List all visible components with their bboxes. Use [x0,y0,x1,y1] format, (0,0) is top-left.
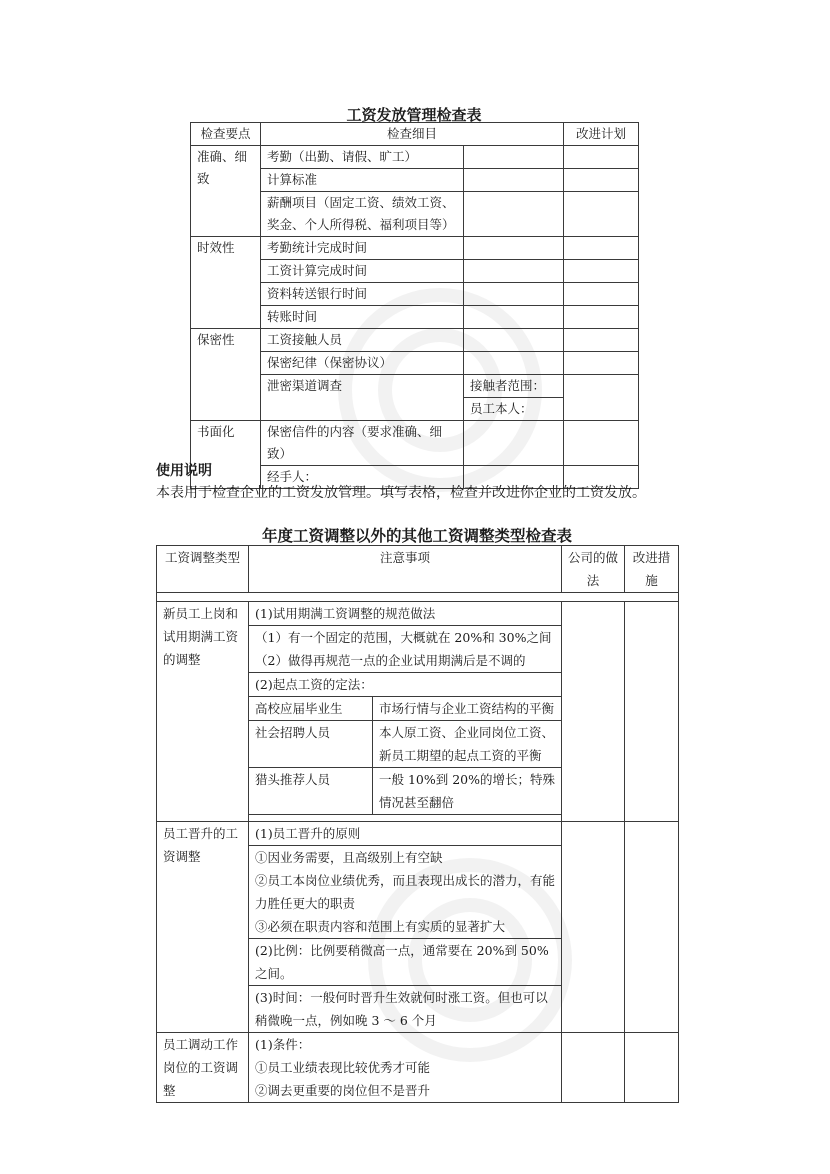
probation-title: (1)试用期满工资调整的规范做法 [249,602,562,626]
header-detail: 检查细目 [261,123,564,146]
header-company-practice: 公司的做法 [562,546,625,593]
principle-title: (1)员工晋升的原则 [249,822,562,846]
blank-cell[interactable] [464,306,564,329]
salary-adjustment-check-table [156,545,679,1103]
probation-item: （1）有一个固定的范围，大概就在 20%和 30%之间 [255,630,552,645]
improve-cell[interactable] [564,329,639,352]
header-key-point: 检查要点 [191,123,261,146]
improve-cell[interactable] [564,237,639,260]
promotion-timing: (3)时间：一般何时晋升生效就何时涨工资。但也可以稍微晚一点，例如晚 3 ～ 6 个月 [249,986,562,1033]
group-timeliness-label: 时效性 [191,237,261,329]
starting-how: 一般 10%到 20%的增长；特殊情况甚至翻倍 [373,768,562,815]
blank-cell[interactable] [464,192,564,237]
transfer-cond-item: ②调去更重要的岗位但不是晋升 [255,1083,431,1098]
probation-items [249,626,562,673]
detail-item: 考勤（出勤、请假、旷工） [261,146,464,169]
blank-cell[interactable] [464,169,564,192]
principle-item: ③必须在职责内容和范围上有实质的显著扩大 [255,919,506,934]
group-secrecy-label: 保密性 [191,329,261,421]
company-practice-cell[interactable] [562,1033,625,1103]
transfer-conditions [249,1033,562,1103]
blank-cell[interactable] [464,260,564,283]
starting-who: 猎头推荐人员 [249,768,373,815]
blank-cell[interactable] [464,237,564,260]
transfer-cond-item: ①员工业绩表现比较优秀才可能 [255,1060,431,1075]
header-notes: 注意事项 [249,546,562,593]
group-written-label: 书面化 [191,421,261,489]
improve-cell[interactable] [564,283,639,306]
type-transfer: 员工调动工作岗位的工资调整 [157,1033,249,1103]
company-practice-cell[interactable] [562,602,625,822]
improve-measures-cell[interactable] [625,1033,679,1103]
promotion-ratio: (2)比例：比例要稍微高一点，通常要在 20%到 50%之间。 [249,939,562,986]
detail-item: 转账时间 [261,306,464,329]
improve-measures-cell[interactable] [625,602,679,822]
detail-item: 计算标准 [261,169,464,192]
transfer-cond-title: (1)条件： [255,1037,311,1052]
probation-item: （2）做得再规范一点的企业试用期满后是不调的 [255,653,526,668]
detail-item: 工资接触人员 [261,329,464,352]
detail-item: 资料转送银行时间 [261,283,464,306]
improve-cell[interactable] [564,421,639,466]
table1-title: 工资发放管理检查表 [346,106,482,124]
improve-cell[interactable] [564,192,639,237]
sub-contact-scope: 接触者范围： [464,375,564,398]
blank-cell[interactable] [464,283,564,306]
blank-cell[interactable] [464,146,564,169]
sub-employee-self: 员工本人： [464,398,564,421]
principle-item: ②员工本岗位业绩优秀，而且表现出成长的潜力，有能力胜任更大的职责 [255,873,556,911]
blank-cell[interactable] [464,421,564,466]
detail-item: 工资计算完成时间 [261,260,464,283]
improve-cell[interactable] [564,306,639,329]
detail-item: 薪酬项目（固定工资、绩效工资、奖金、个人所得税、福利项目等） [261,192,464,237]
principle-item: ①因业务需要，且高级别上有空缺 [255,850,443,865]
type-new-staff: 新员工上岗和试用期满工资的调整 [157,602,249,822]
starting-title: (2)起点工资的定法： [249,673,562,697]
header-improve-plan: 改进计划 [564,123,639,146]
starting-how: 市场行情与企业工资结构的平衡 [373,697,562,721]
detail-item: 保密纪律（保密协议） [261,352,464,375]
improve-cell[interactable] [564,260,639,283]
starting-who: 社会招聘人员 [249,721,373,768]
improve-measures-cell[interactable] [625,822,679,1033]
starting-who: 高校应届毕业生 [249,697,373,721]
starting-how: 本人原工资、企业同岗位工资、新员工期望的起点工资的平衡 [373,721,562,768]
table2-title: 年度工资调整以外的其他工资调整类型检查表 [261,527,572,545]
detail-item: 经手人： [261,466,464,489]
usage-heading: 使用说明 [156,463,212,479]
improve-cell[interactable] [564,146,639,169]
salary-payment-check-table [190,122,639,489]
improve-cell[interactable] [564,352,639,375]
usage-text: 本表用于检查企业的工资发放管理。填写表格，检查并改进你企业的工资发放。 [156,485,646,501]
improve-cell[interactable] [564,375,639,421]
company-practice-cell[interactable] [562,822,625,1033]
detail-item: 泄密渠道调查 [261,375,464,421]
detail-item: 考勤统计完成时间 [261,237,464,260]
detail-item: 保密信件的内容（要求准确、细致） [261,421,464,466]
header-improve-measures: 改进措施 [625,546,679,593]
improve-cell[interactable] [564,169,639,192]
principle-items [249,846,562,939]
blank-cell[interactable] [464,329,564,352]
group-accuracy-label: 准确、细致 [191,146,261,237]
header-adjust-type: 工资调整类型 [157,546,249,593]
type-promotion: 员工晋升的工资调整 [157,822,249,1033]
blank-cell[interactable] [464,352,564,375]
